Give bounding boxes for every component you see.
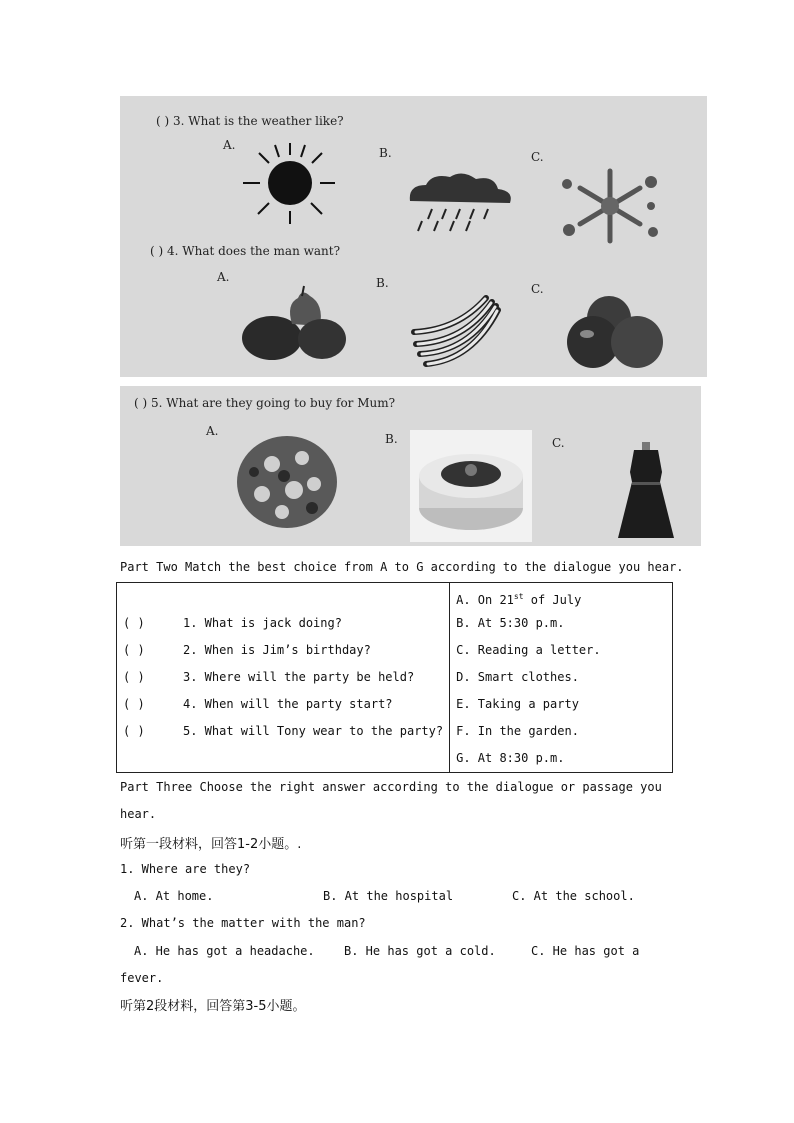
q3-option-c: C. <box>531 150 544 164</box>
q2-option-c-cont: fever. <box>120 971 164 985</box>
bananas-icon <box>408 290 508 370</box>
match-question: ( ) 1. What is jack doing? <box>123 616 342 630</box>
question-4: ( ) 4. What does the man want? <box>150 244 341 258</box>
part-three-heading: Part Three Choose the right answer according to the dialogue or passage you <box>120 780 662 794</box>
rain-cloud-icon <box>402 171 517 236</box>
q5-option-b: B. <box>385 432 398 446</box>
question-5: ( ) 5. What are they going to buy for Mum? <box>134 396 396 410</box>
match-answer-e: E. Taking a party <box>456 697 579 711</box>
q1-option-a: A. At home. <box>134 889 214 903</box>
question-3: ( ) 3. What is the weather like? <box>156 114 344 128</box>
section-2-instruction: 听第2段材料，回答第3-5小题。 <box>120 999 306 1014</box>
q4-option-c: C. <box>531 282 544 296</box>
q1-option-c: C. At the school. <box>512 889 635 903</box>
flowers-icon <box>232 424 342 536</box>
answers-cell <box>450 583 673 773</box>
match-answer-g: G. At 8:30 p.m. <box>456 751 565 765</box>
match-question: ( ) 2. When is Jim’s birthday? <box>123 643 371 657</box>
match-question: ( ) 5. What will Tony wear to the party? <box>123 724 444 738</box>
q1-option-b: B. At the hospital <box>323 889 454 903</box>
cake-icon <box>410 430 532 542</box>
match-answer-f: F. In the garden. <box>456 724 579 738</box>
sun-icon <box>235 141 340 226</box>
match-answer-c: C. Reading a letter. <box>456 643 601 657</box>
q3-option-a: A. <box>223 138 236 152</box>
q4-option-b: B. <box>376 276 389 290</box>
part-two-heading: Part Two Match the best choice from A to G according to the dialogue you hear. <box>120 560 684 574</box>
q2-option-a: A. He has got a headache. <box>134 944 315 958</box>
dress-icon <box>616 442 676 542</box>
q5-option-c: C. <box>552 436 565 450</box>
photo-questions-3-4 <box>120 96 707 377</box>
pears-icon <box>240 284 350 362</box>
match-answer-d: D. Smart clothes. <box>456 670 579 684</box>
questions-cell <box>117 583 450 773</box>
photo-question-5 <box>120 386 701 546</box>
matching-table <box>116 582 673 773</box>
apples-icon <box>565 292 665 370</box>
match-question: ( ) 3. Where will the party be held? <box>123 670 415 684</box>
match-answer-a: A. On 21st of July <box>456 592 582 607</box>
q2-option-b: B. He has got a cold. <box>344 944 496 958</box>
q5-option-a: A. <box>206 424 219 438</box>
match-question: ( ) 4. When will the party start? <box>123 697 393 711</box>
q2-option-c: C. He has got a <box>531 944 640 958</box>
q3-option-b: B. <box>379 146 392 160</box>
snowflake-icon <box>555 166 665 246</box>
section-1-instruction: 听第一段材料，回答1-2小题。. <box>120 837 302 852</box>
match-answer-b: B. At 5:30 p.m. <box>456 616 565 630</box>
q4-option-a: A. <box>217 270 230 284</box>
question-1: 1. Where are they? <box>120 862 251 876</box>
question-2: 2. What’s the matter with the man? <box>120 916 366 930</box>
part-three-heading-cont: hear. <box>120 807 157 821</box>
